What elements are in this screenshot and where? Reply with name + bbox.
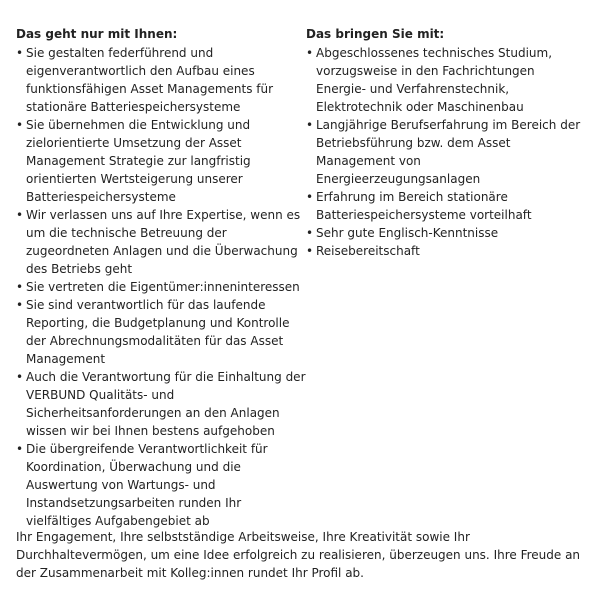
list-item: • Auch die Verantwortung für die Einhaltung der VERBUND Qualitäts- und Sicherheitsanforderungen an den Anlagen wissen wir bei Ihnen bestens aufgehoben bbox=[16, 368, 306, 440]
responsibilities-column bbox=[16, 24, 306, 530]
requirements-columns bbox=[16, 24, 596, 530]
list-item: • Sie übernehmen die Entwicklung und zielorientierte Umsetzung der Asset Management Strategie zur langfristig orientierten Wertsteigerung unserer Batteriespeichersysteme bbox=[16, 116, 306, 206]
qualifications-column bbox=[306, 24, 588, 530]
list-item: • Abgeschlossenes technisches Studium, vorzugsweise in den Fachrichtungen Energie- und Verfahrenstechnik, Elektrotechnik oder Maschinenbau bbox=[306, 44, 588, 116]
responsibilities-heading: Das geht nur mit Ihnen: bbox=[16, 27, 178, 41]
list-item: • Sie sind verantwortlich für das laufende Reporting, die Budgetplanung und Kontrolle der Abrechnungsmodalitäten für das Asset Management bbox=[16, 296, 306, 368]
qualifications-list bbox=[306, 44, 588, 260]
list-item: • Erfahrung im Bereich stationäre Batteriespeichersysteme vorteilhaft bbox=[306, 188, 588, 224]
list-item: • Sehr gute Englisch-Kenntnisse bbox=[306, 224, 588, 242]
list-item: • Die übergreifende Verantwortlichkeit für Koordination, Überwachung und die Auswertung von Wartungs- und Instandsetzungsarbeiten runden Ihr vielfältiges Aufgabengebiet ab bbox=[16, 440, 306, 530]
closing-paragraph: Ihr Engagement, Ihre selbstständige Arbeitsweise, Ihre Kreativität sowie Ihr Durchhaltevermögen, um eine Idee erfolgreich zu realisieren, überzeugen uns. Ihre Freude an der Zusammenarbeit mit Kolleg:innen rundet Ihr Profil ab. bbox=[16, 530, 581, 580]
list-item: • Wir verlassen uns auf Ihre Expertise, wenn es um die technische Betreuung der zugeordneten Anlagen und die Überwachung des Betriebs geht bbox=[16, 206, 306, 278]
list-item: • Sie vertreten die Eigentümer:inneninteressen bbox=[16, 278, 306, 296]
list-item: • Sie gestalten federführend und eigenverantwortlich den Aufbau eines funktionsfähigen Asset Managements für stationäre Batteriespeichersysteme bbox=[16, 44, 306, 116]
list-item: • Langjährige Berufserfahrung im Bereich der Betriebsführung bzw. dem Asset Management von Energieerzeugungsanlagen bbox=[306, 116, 588, 188]
qualifications-heading: Das bringen Sie mit: bbox=[306, 27, 445, 41]
list-item: • Reisebereitschaft bbox=[306, 242, 588, 260]
responsibilities-list bbox=[16, 44, 306, 530]
